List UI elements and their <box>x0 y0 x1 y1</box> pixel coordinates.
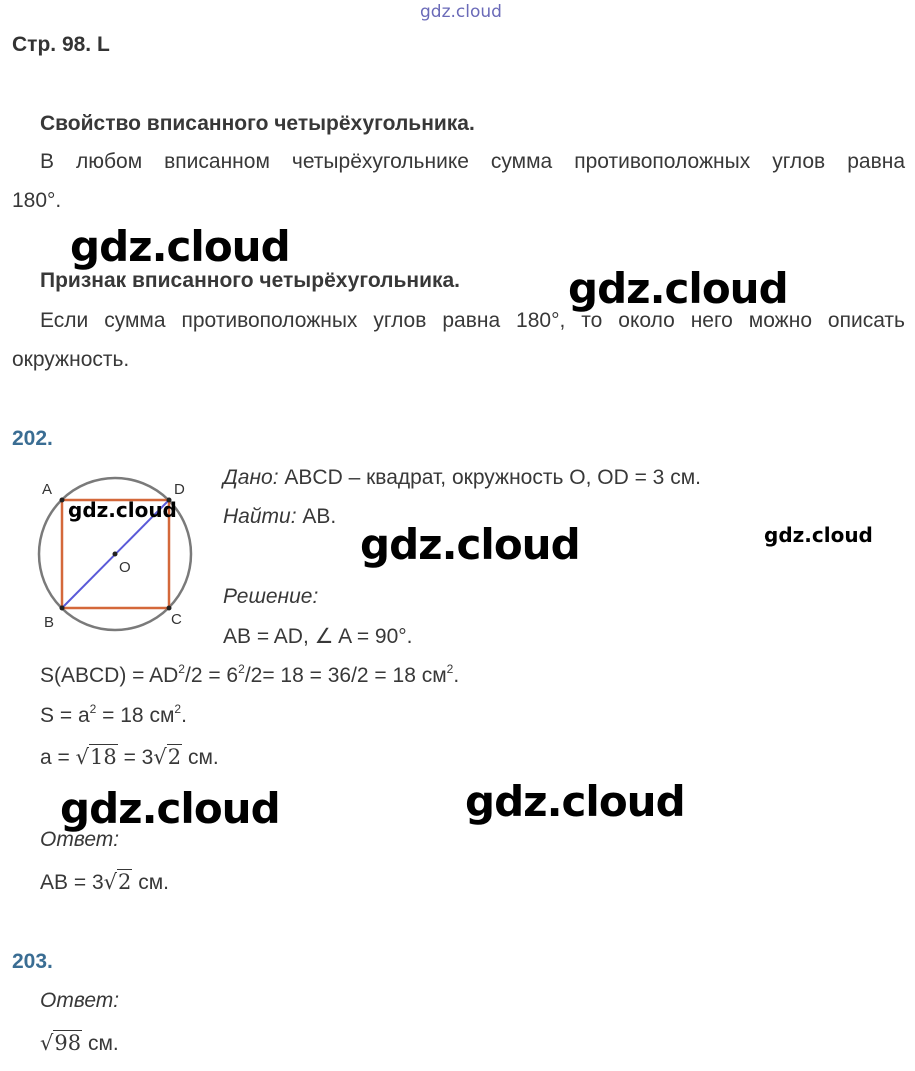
vertex-c-point <box>167 606 172 611</box>
page-header: Стр. 98. L <box>12 33 110 56</box>
watermark: gdz.cloud <box>68 498 177 522</box>
solution-label: Решение: <box>223 585 319 608</box>
text-part: a = <box>40 746 76 769</box>
watermark: gdz.cloud <box>764 523 873 547</box>
watermark: gdz.cloud <box>465 777 685 826</box>
problem-number-203: 203. <box>12 950 53 973</box>
text-part: S = a <box>40 704 90 727</box>
watermark: gdz.cloud <box>70 222 290 271</box>
exponent: 2 <box>89 702 97 716</box>
inscribed-square-figure <box>30 472 205 637</box>
watermark: gdz.cloud <box>60 784 280 833</box>
exponent: 2 <box>446 662 454 676</box>
label-b: B <box>44 614 55 631</box>
text-part: см. <box>182 746 219 769</box>
text-part: см. <box>82 1032 119 1055</box>
radicand: 98 <box>54 1031 82 1055</box>
find-text: AB. <box>302 505 337 528</box>
property-title: Свойство вписанного четырёхугольника. <box>40 112 475 135</box>
label-a: A <box>42 481 53 498</box>
exponent: 2 <box>178 662 185 676</box>
sqrt-expression: √98 <box>40 1031 82 1055</box>
label-d: D <box>174 481 185 498</box>
find-line <box>223 505 336 529</box>
text-part: = 3 <box>117 746 154 769</box>
sqrt-expression: √2 <box>103 870 132 894</box>
solution-line-1: AB = AD, ∠ A = 90°. <box>223 625 413 648</box>
answer-202 <box>40 870 169 895</box>
label-o: O <box>119 559 131 576</box>
text-part: = 18 см <box>96 704 175 727</box>
radicand: 2 <box>167 745 182 769</box>
find-label: Найти: <box>223 505 297 528</box>
text-part: AB = 3 <box>40 871 104 894</box>
answer-203 <box>40 1031 119 1056</box>
property-line-2: 180°. <box>12 189 62 212</box>
text-part: S(ABCD) = AD <box>40 664 179 687</box>
radicand: 2 <box>118 870 132 894</box>
property-line-1: В любом вписанном четырёхугольнике сумма противоположных углов равна <box>40 150 905 173</box>
answer-label-203: Ответ: <box>40 989 120 1012</box>
text-part: /2= 18 = 36/2 = 18 см <box>244 664 447 687</box>
solution-line-2 <box>40 664 459 688</box>
sqrt-expression: √18 <box>75 745 117 769</box>
exponent: 2 <box>238 662 245 676</box>
vertex-b-point <box>60 606 65 611</box>
watermark: gdz.cloud <box>568 264 788 313</box>
answer-label-202: Ответ: <box>40 828 120 851</box>
sign-line-2: окружность. <box>12 348 130 371</box>
label-c: C <box>171 611 182 628</box>
given-line <box>223 466 701 490</box>
text-part: /2 = 6 <box>184 664 239 687</box>
watermark-top: gdz.cloud <box>420 2 502 22</box>
problem-number-202: 202. <box>12 427 53 450</box>
sqrt-expression: √2 <box>153 745 182 769</box>
radicand: 18 <box>90 745 117 769</box>
given-text: ABCD – квадрат, окружность O, OD = 3 см. <box>284 466 701 489</box>
text-part: см. <box>132 871 170 894</box>
given-label: Дано: <box>223 466 279 489</box>
text-part: . <box>453 664 460 687</box>
vertex-a-point <box>60 498 65 503</box>
sign-title: Признак вписанного четырёхугольника. <box>40 269 460 292</box>
exponent: 2 <box>174 702 182 716</box>
text-part: . <box>181 704 187 727</box>
center-o-point <box>113 552 118 557</box>
watermark: gdz.cloud <box>360 520 580 569</box>
sign-line-1: Если сумма противоположных углов равна 180°, то около него можно описать <box>40 309 905 332</box>
solution-line-4 <box>40 745 219 770</box>
solution-line-3 <box>40 704 187 728</box>
